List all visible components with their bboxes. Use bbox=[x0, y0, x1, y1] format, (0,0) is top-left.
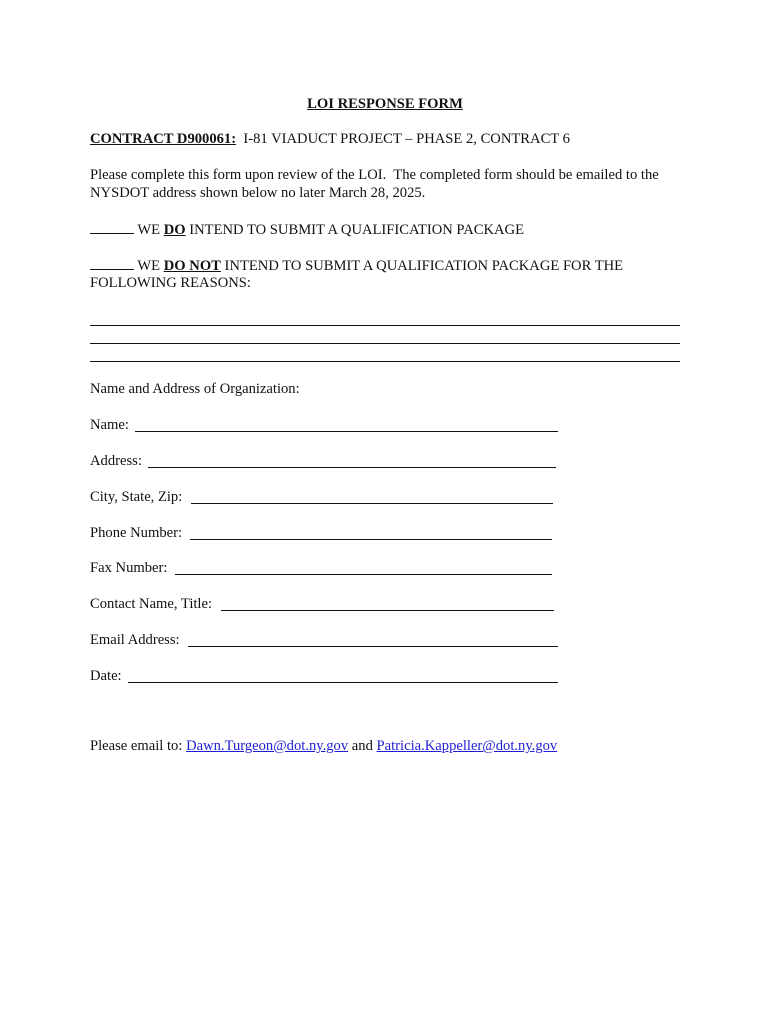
date-field-label: Date: bbox=[90, 668, 122, 684]
date-field[interactable] bbox=[128, 682, 558, 683]
email-link-patricia-kappeller[interactable]: Patricia.Kappeller@dot.ny.gov bbox=[376, 738, 558, 754]
address-field[interactable] bbox=[148, 467, 556, 468]
email-link-dawn-turgeon[interactable]: Dawn.Turgeon@dot.ny.gov bbox=[186, 738, 349, 754]
reasons-line-2[interactable] bbox=[90, 343, 680, 344]
fax-field-label: Fax Number: bbox=[90, 560, 168, 576]
option-do-suffix: INTEND TO SUBMIT A QUALIFICATION PACKAGE bbox=[185, 222, 525, 238]
option-do-blank[interactable] bbox=[90, 220, 134, 234]
city-state-zip-field[interactable] bbox=[191, 503, 553, 504]
contract-description: I-81 VIADUCT PROJECT – PHASE 2, CONTRACT 6 bbox=[243, 131, 570, 147]
contract-line bbox=[90, 130, 570, 148]
org-heading: Name and Address of Organization: bbox=[90, 381, 300, 397]
email-field-label: Email Address: bbox=[90, 632, 180, 648]
option-do-not-line bbox=[90, 256, 623, 275]
option-do-not-suffix: INTEND TO SUBMIT A QUALIFICATION PACKAGE FOR THE bbox=[220, 258, 624, 274]
name-field-label: Name: bbox=[90, 417, 129, 433]
footer-connector: and bbox=[348, 738, 377, 754]
option-do-not-prefix: WE bbox=[137, 258, 164, 274]
instructions-line-1: Please complete this form upon review of the LOI. The completed form should be emailed to the bbox=[90, 167, 659, 183]
footer-prefix: Please email to: bbox=[90, 738, 187, 754]
fax-field[interactable] bbox=[175, 574, 552, 575]
name-field[interactable] bbox=[135, 431, 558, 432]
contract-label: CONTRACT D900061: bbox=[90, 131, 237, 147]
contact-name-title-field[interactable] bbox=[221, 610, 554, 611]
address-field-label: Address: bbox=[90, 453, 142, 469]
option-do-emphasis: DO bbox=[163, 222, 186, 238]
option-do-line bbox=[90, 220, 524, 239]
option-do-not-emphasis: DO NOT bbox=[163, 258, 221, 274]
email-address-field[interactable] bbox=[188, 646, 558, 647]
instructions-line-2: NYSDOT address shown below no later March 28, 2025. bbox=[90, 185, 426, 201]
option-do-prefix: WE bbox=[137, 222, 164, 238]
contact-field-label: Contact Name, Title: bbox=[90, 596, 213, 612]
reasons-line-1[interactable] bbox=[90, 325, 680, 326]
option-do-not-line-2: FOLLOWING REASONS: bbox=[90, 275, 251, 291]
form-title: LOI RESPONSE FORM bbox=[307, 96, 463, 112]
option-do-not-blank[interactable] bbox=[90, 256, 134, 270]
city-state-zip-field-label: City, State, Zip: bbox=[90, 489, 183, 505]
reasons-line-3[interactable] bbox=[90, 361, 680, 362]
footer-line bbox=[90, 737, 557, 755]
phone-field-label: Phone Number: bbox=[90, 525, 183, 541]
phone-field[interactable] bbox=[190, 539, 552, 540]
